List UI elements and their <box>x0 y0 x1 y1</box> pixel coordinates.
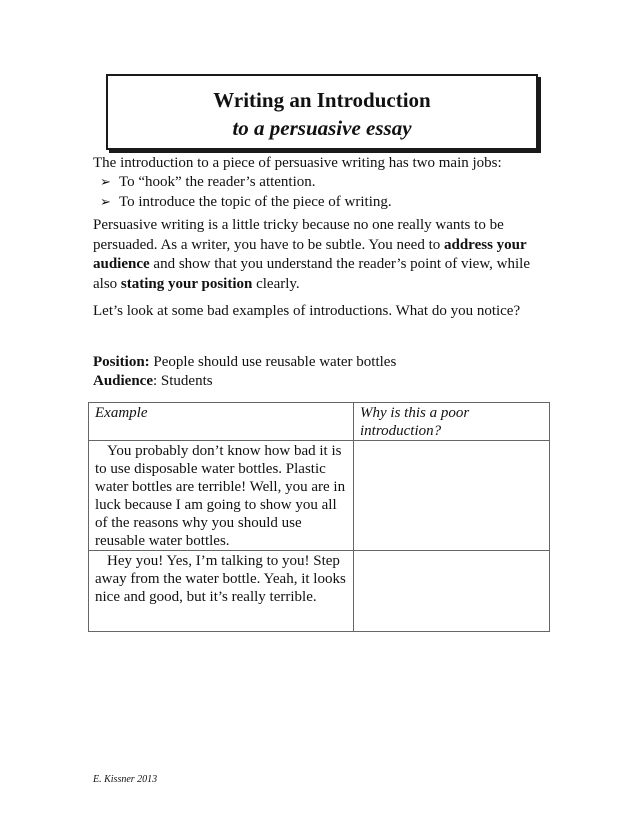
example-text: You probably don’t know how bad it is to use disposable water bottles. Plastic water bottles are terrible! Well, you are in luck because I am going to show you all of the reasons why you should use reusable water bottles. <box>95 443 346 549</box>
jobs-list <box>100 173 392 212</box>
list-item <box>100 173 392 193</box>
footer-credit: E. Kissner 2013 <box>93 774 158 785</box>
examples-table <box>88 402 550 632</box>
paragraph-text: clearly. <box>252 275 300 292</box>
page-title: Writing an Introduction <box>213 88 431 112</box>
audience-value: : Students <box>153 373 213 389</box>
paragraph-examples: Let’s look at some bad examples of introductions. What do you notice? <box>93 303 521 319</box>
paragraph-persuasive <box>93 216 553 294</box>
audience-label: Audience <box>93 373 153 389</box>
table-header-row <box>89 403 550 441</box>
bold-phrase: address your audience <box>93 236 527 272</box>
list-item-text: To “hook” the reader’s attention. <box>119 174 316 190</box>
position-value: People should use reusable water bottles <box>149 354 397 370</box>
example-cell <box>89 551 354 632</box>
arrow-bullet-icon: ➢ <box>100 194 111 210</box>
list-item <box>100 193 392 213</box>
indent <box>95 553 107 569</box>
column-header-example: Example <box>89 403 354 441</box>
example-cell <box>89 441 354 551</box>
table-row <box>89 551 550 632</box>
title-box <box>106 74 538 150</box>
page-subtitle: to a persuasive essay <box>232 116 412 140</box>
position-line <box>93 353 553 373</box>
paragraph-text: Persuasive writing is a little tricky because no one really wants to be persuaded. As a writer, you have to be subtle. You need to <box>93 217 504 253</box>
answer-cell[interactable] <box>354 551 550 632</box>
bold-phrase: stating your position <box>120 275 253 292</box>
example-text: Hey you! Yes, I’m talking to you! Step away from the water bottle. Yeah, it looks nice and good, but it’s really terrible. <box>95 553 346 605</box>
paragraph-text: and show that you understand the reader’s point of view, while also <box>93 256 530 292</box>
indent <box>95 443 107 459</box>
table-row <box>89 441 550 551</box>
position-label: Position: <box>93 354 150 370</box>
column-header-why: Why is this a poor introduction? <box>354 403 550 441</box>
audience-line <box>93 372 553 392</box>
answer-cell[interactable] <box>354 441 550 551</box>
arrow-bullet-icon: ➢ <box>100 175 111 190</box>
intro-text: The introduction to a piece of persuasive writing has two main jobs: <box>93 155 502 171</box>
list-item-text: To introduce the topic of the piece of writing. <box>119 193 392 210</box>
